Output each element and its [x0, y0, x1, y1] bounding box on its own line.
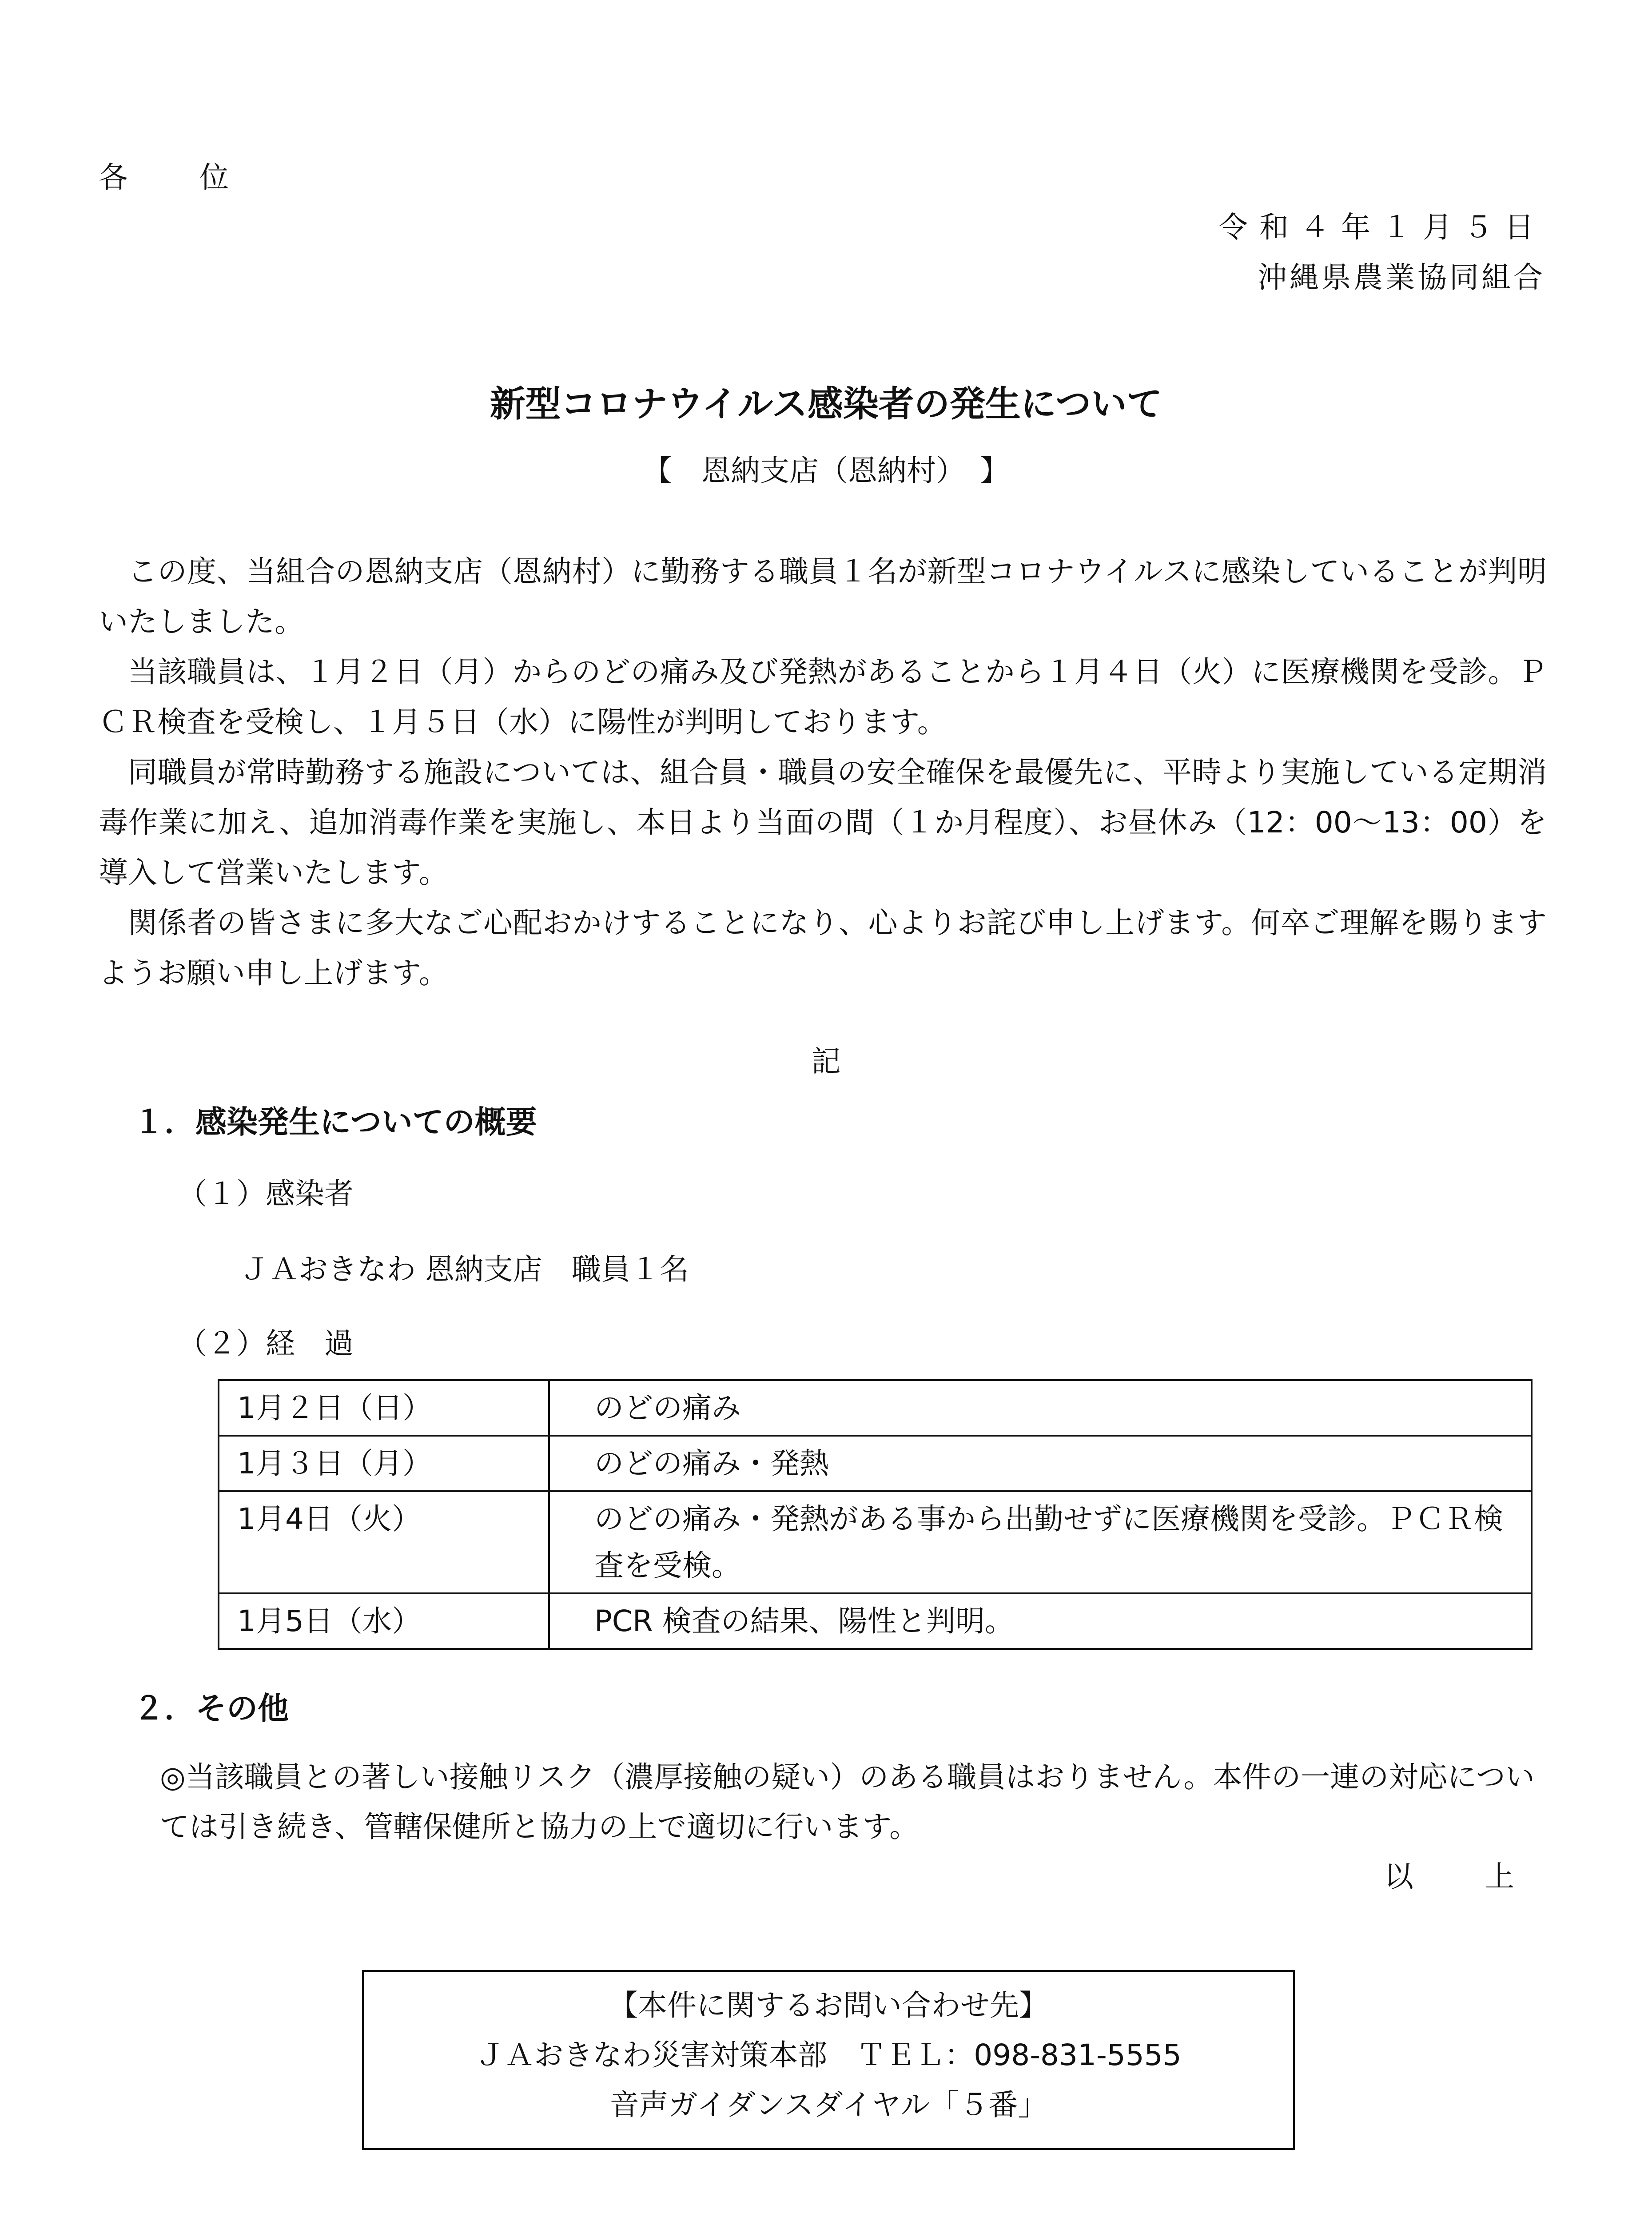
timeline-table — [218, 1379, 1533, 1650]
issue-date: 令和４年１月５日 — [1218, 210, 1545, 244]
contact-phone: ＪＡおきなわ災害対策本部 ＴＥＬ：098-831-5555 — [475, 2038, 1182, 2072]
table-row — [219, 1380, 1532, 1436]
document-subtitle: 【 恩納支店（恩納村） 】 — [643, 454, 1009, 488]
paragraph: 同職員が常時勤務する施設については、組合員・職員の安全確保を最優先に、平時より実施している定期消毒作業に加え、追加消毒作業を実施し、本日より当面の間（１か月程度）、お昼休み（12：00～13：00）を導入して営業いたします。 — [99, 755, 1547, 890]
contact-box — [362, 1970, 1295, 2150]
other-note: ◎当該職員との著しい接触リスク（濃厚接触の疑い）のある職員はおりません。本件の一連の対応については引き続き、管轄保健所と協力の上で適切に行います。 — [160, 1760, 1535, 1844]
timeline-event: のどの痛み・発熱 — [549, 1436, 1532, 1491]
paragraph: この度、当組合の恩納支店（恩納村）に勤務する職員１名が新型コロナウイルスに感染していることが判明いたしました。 — [99, 554, 1547, 639]
timeline-event: PCR 検査の結果、陽性と判明。 — [549, 1593, 1532, 1649]
paragraph: 関係者の皆さまに多大なご心配おかけすることになり、心よりお詫び申し上げます。何卒ご理解を賜りますようお願い申し上げます。 — [99, 906, 1547, 990]
table-row — [219, 1593, 1532, 1649]
table-row — [219, 1436, 1532, 1491]
infected-label: （１）感染者 — [178, 1177, 354, 1211]
timeline-label: （２）経 過 — [178, 1326, 354, 1361]
table-row — [219, 1491, 1532, 1593]
contact-guidance: 音声ガイダンスダイヤル「５番」 — [609, 2088, 1047, 2122]
section-2-heading: ２．その他 — [133, 1690, 289, 1727]
timeline-date: 1月4日（火） — [219, 1491, 549, 1593]
ki-marker: 記 — [811, 1044, 841, 1079]
issuing-organization: 沖縄県農業協同組合 — [1258, 260, 1545, 295]
paragraph: 当該職員は、１月２日（月）からのどの痛み及び発熱があることから１月４日（火）に医療機関を受診。ＰＣＲ検査を受検し、１月５日（水）に陽性が判明しております。 — [99, 655, 1547, 739]
infected-detail: ＪＡおきなわ 恩納支店 職員１名 — [240, 1252, 689, 1286]
addressee: 各 位 — [99, 160, 260, 195]
document-title: 新型コロナウイルス感染者の発生について — [490, 383, 1162, 425]
closing-mark: 以 上 — [1384, 1859, 1545, 1894]
timeline-event: のどの痛み・発熱がある事から出勤せずに医療機関を受診。ＰＣＲ検査を受検。 — [549, 1491, 1532, 1593]
timeline-date: 1月２日（日） — [219, 1380, 549, 1436]
body-text — [99, 546, 1547, 998]
timeline-event: のどの痛み — [549, 1380, 1532, 1436]
section-1-heading: １．感染発生についての概要 — [133, 1104, 537, 1140]
contact-heading: 【本件に関するお問い合わせ先】 — [609, 1988, 1048, 2022]
timeline-date: 1月３日（月） — [219, 1436, 549, 1491]
timeline-date: 1月5日（水） — [219, 1593, 549, 1649]
